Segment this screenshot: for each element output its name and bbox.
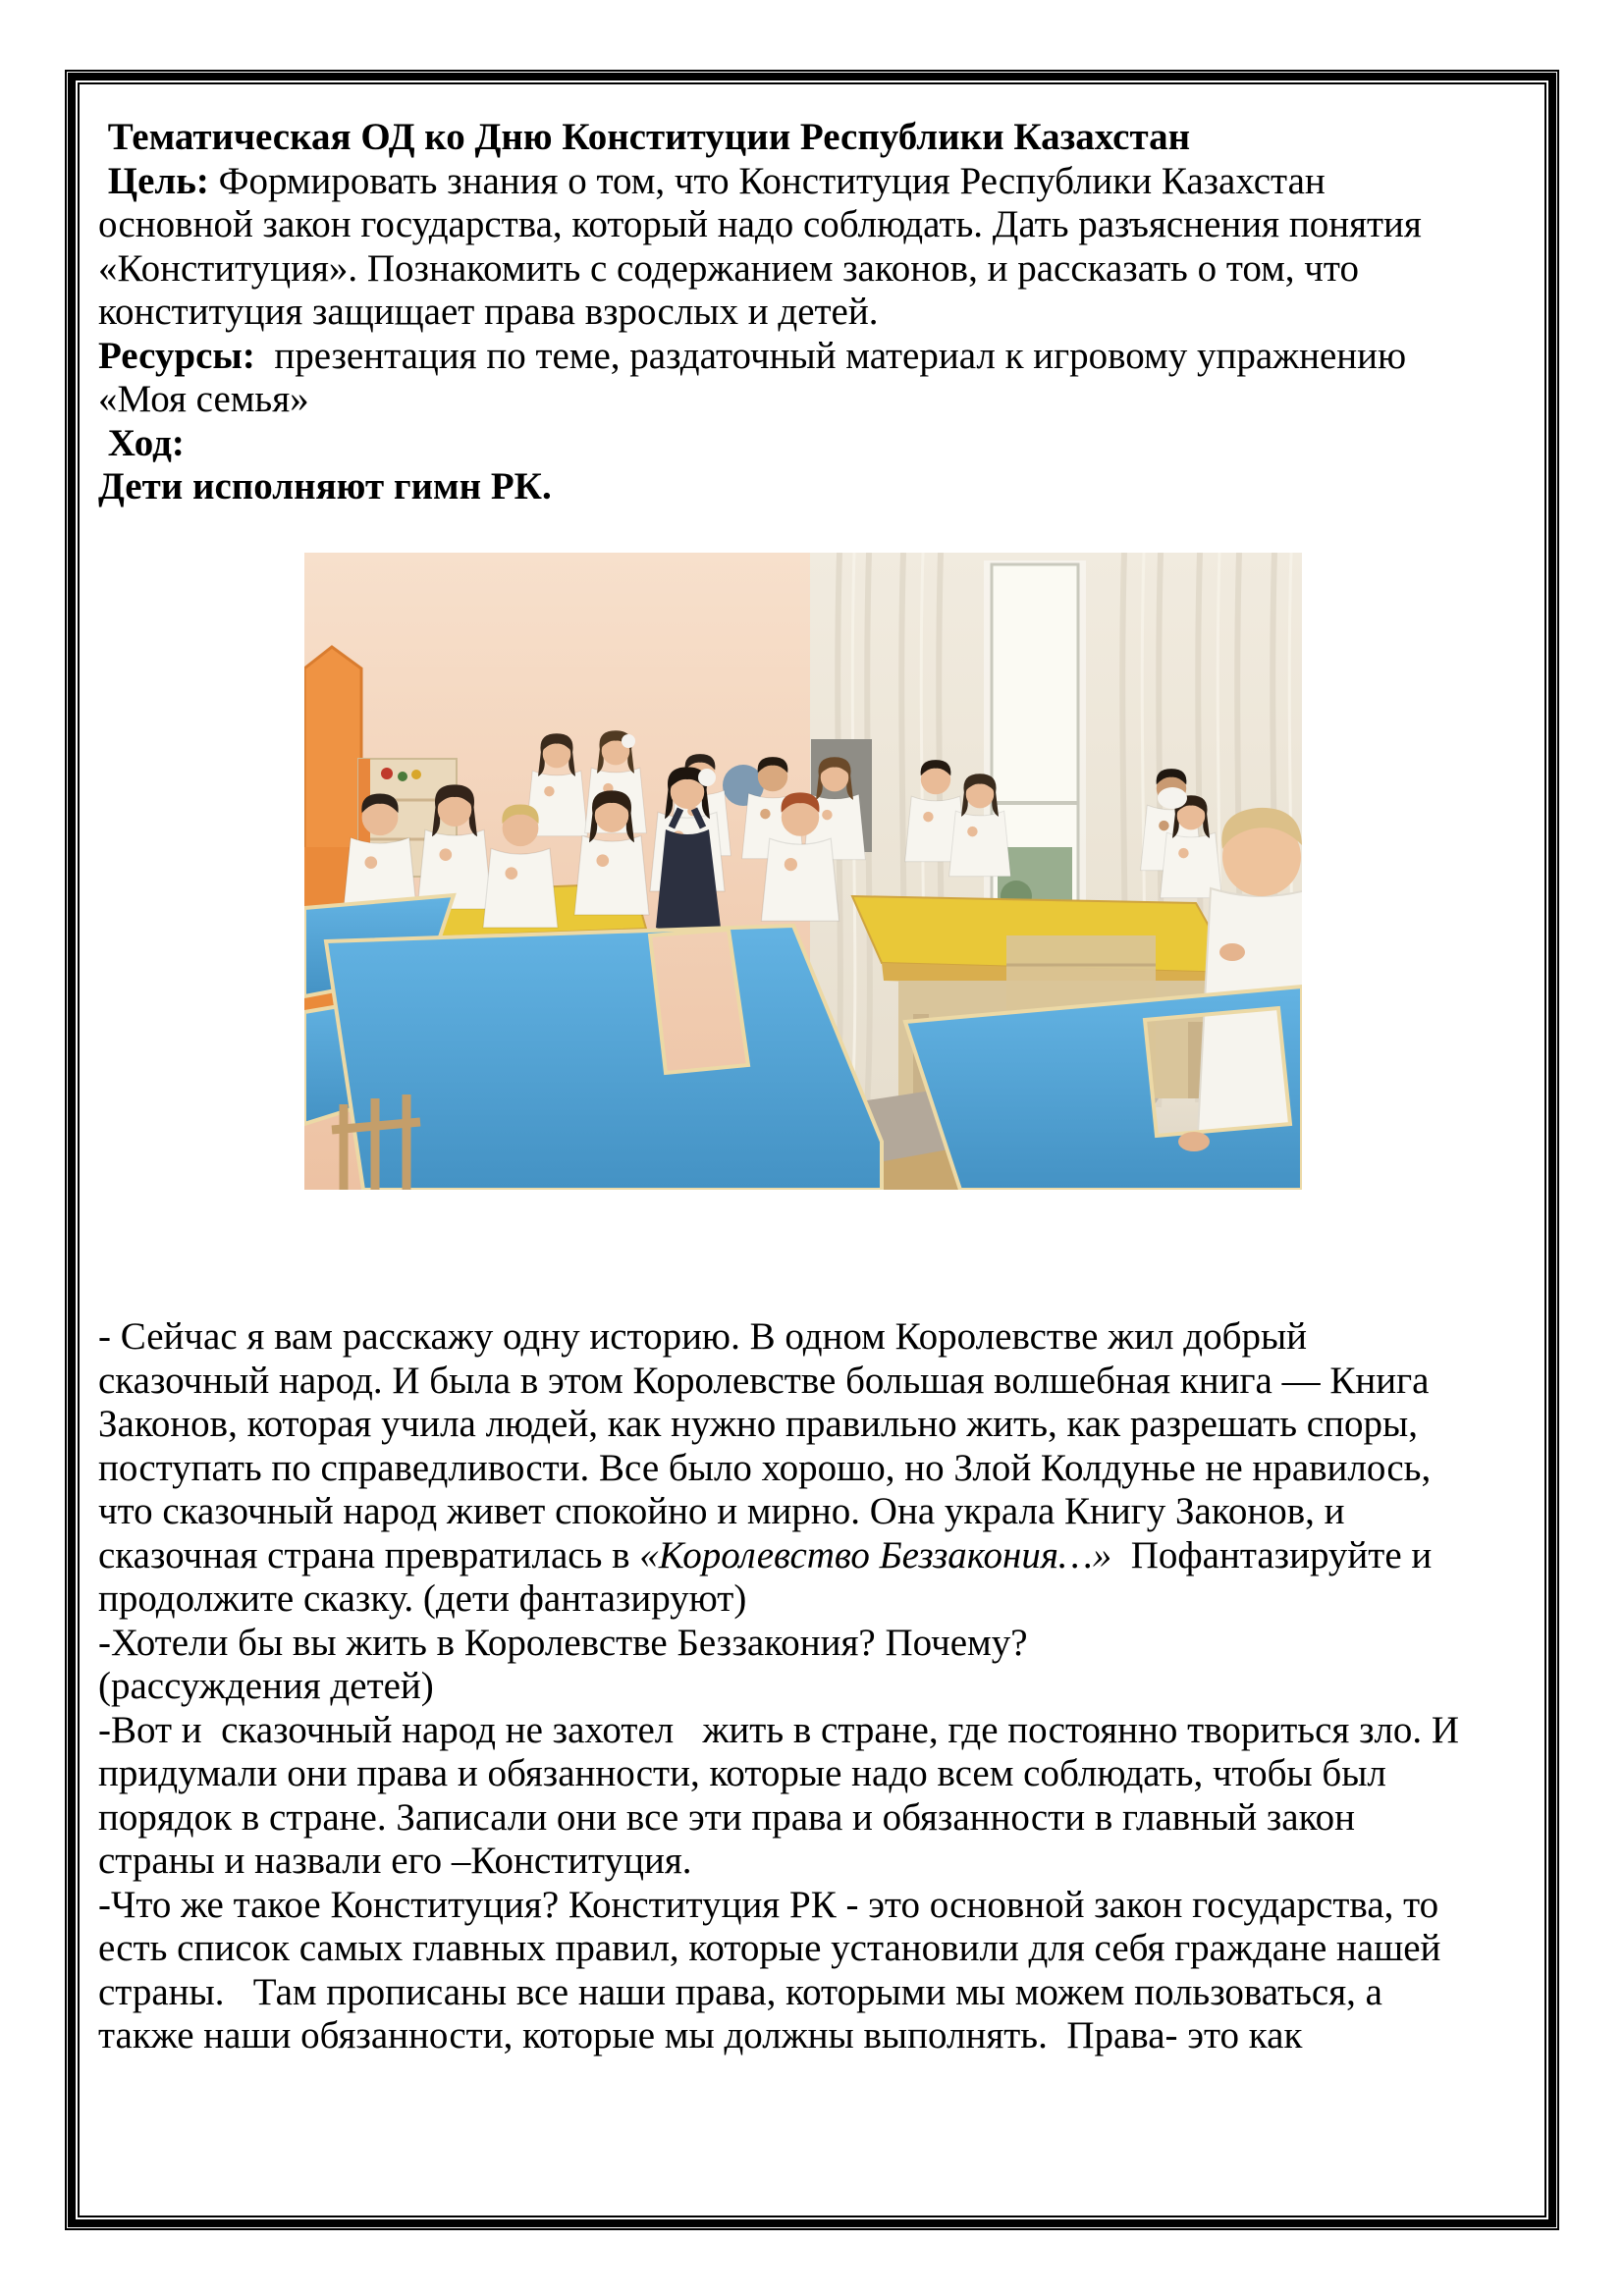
text-run: основной закон государства, который надо соблюдать. Дать разъяснения понятия bbox=[98, 203, 1422, 245]
text-run: конституция защищает права взрослых и детей. bbox=[98, 291, 879, 333]
wooden-chair bbox=[332, 1095, 420, 1190]
text-line bbox=[98, 203, 1512, 247]
text-run: «Моя семья» bbox=[98, 378, 309, 420]
text-line bbox=[98, 1360, 1512, 1404]
intro-text bbox=[98, 116, 1512, 509]
text-line bbox=[98, 422, 1512, 466]
text-run: что сказочный народ живет спокойно и мирно. Она украла Книгу Законов, и bbox=[98, 1490, 1345, 1532]
text-line bbox=[98, 1796, 1512, 1841]
text-run: Цель: bbox=[98, 159, 209, 202]
text-line bbox=[98, 116, 1512, 160]
text-run: страны и назвали его –Конституция. bbox=[98, 1840, 692, 1882]
text-line bbox=[98, 291, 1512, 335]
text-line bbox=[98, 378, 1512, 422]
text-line bbox=[98, 1315, 1512, 1360]
text-run: (рассуждения детей) bbox=[98, 1665, 434, 1707]
text-line bbox=[98, 465, 1512, 509]
text-run: поступать по справедливости. Все было хорошо, но Злой Колдунье не нравилось, bbox=[98, 1446, 1432, 1489]
toy-green bbox=[398, 772, 407, 781]
text-run: Пофантазируйте и bbox=[1111, 1533, 1433, 1576]
toy-yellow bbox=[411, 770, 421, 779]
text-line bbox=[98, 1622, 1512, 1666]
text-run: сказочный народ. И была в этом Королевстве большая волшебная книга — Книга bbox=[98, 1359, 1430, 1402]
text-line bbox=[98, 1709, 1512, 1753]
text-run: презентация по теме, раздаточный материал к игровому упражнению bbox=[254, 334, 1407, 377]
text-line bbox=[98, 160, 1512, 204]
text-line bbox=[98, 1884, 1512, 1928]
text-line bbox=[98, 2014, 1512, 2058]
text-run: Дети исполняют гимн РК. bbox=[98, 465, 552, 507]
text-run: -Вот и сказочный народ не захотел жить в стране, где постоянно твориться зло. И bbox=[98, 1708, 1460, 1751]
text-line bbox=[98, 1971, 1512, 2015]
text-run: Формировать знания о том, что Конституция Республики Казахстан bbox=[208, 159, 1326, 202]
text-run: продолжите сказку. (дети фантазируют) bbox=[98, 1577, 747, 1620]
classroom-photo-frame bbox=[304, 553, 1302, 1190]
text-line bbox=[98, 1665, 1512, 1709]
text-run: страны. Там прописаны все наши права, которыми мы можем пользоваться, а bbox=[98, 1970, 1382, 2013]
hair-bow bbox=[698, 769, 716, 786]
text-line bbox=[98, 247, 1512, 292]
text-run: Законов, которая учила людей, как нужно правильно жить, как разрешать споры, bbox=[98, 1403, 1418, 1445]
hair-bow-large bbox=[1158, 787, 1187, 809]
text-line bbox=[98, 1752, 1512, 1796]
text-line bbox=[98, 1927, 1512, 1971]
body-text bbox=[98, 1315, 1512, 2058]
text-run: «Конституция». Познакомить с содержанием законов, и рассказать о том, что bbox=[98, 246, 1359, 290]
text-line bbox=[98, 1490, 1512, 1534]
text-run: Ход: bbox=[98, 421, 185, 464]
toy-red bbox=[381, 768, 393, 779]
text-run: есть список самых главных правил, которые установили для себя граждане нашей bbox=[98, 1927, 1441, 1969]
classroom-photo bbox=[304, 553, 1302, 1190]
text-line bbox=[98, 1403, 1512, 1447]
text-run: -Хотели бы вы жить в Королевстве Беззакония? Почему? bbox=[98, 1621, 1028, 1664]
text-line bbox=[98, 1534, 1512, 1578]
text-run: - Сейчас я вам расскажу одну историю. В одном Королевстве жил добрый bbox=[98, 1315, 1308, 1358]
hand-on-desk bbox=[1178, 1132, 1210, 1151]
text-run: Тематическая ОД ко Дню Конституции Республики Казахстан bbox=[98, 116, 1191, 158]
text-line bbox=[98, 1840, 1512, 1884]
text-line bbox=[98, 335, 1512, 379]
text-line bbox=[98, 1447, 1512, 1491]
text-run: «Королевство Беззакония…» bbox=[639, 1533, 1112, 1576]
text-run: порядок в стране. Записали они все эти права и обязанности в главный закон bbox=[98, 1795, 1355, 1839]
hair-bow bbox=[622, 734, 635, 748]
text-run: придумали они права и обязанности, которые надо всем соблюдать, чтобы был bbox=[98, 1752, 1386, 1794]
text-line bbox=[98, 1577, 1512, 1622]
text-run: Ресурсы: bbox=[98, 334, 255, 377]
text-run: -Что же такое Конституция? Конституция РК - это основной закон государства, то bbox=[98, 1883, 1439, 1926]
text-run: также наши обязанности, которые мы должны выполнять. Права- это как bbox=[98, 2014, 1303, 2056]
text-run: сказочная страна превратилась в bbox=[98, 1533, 640, 1576]
